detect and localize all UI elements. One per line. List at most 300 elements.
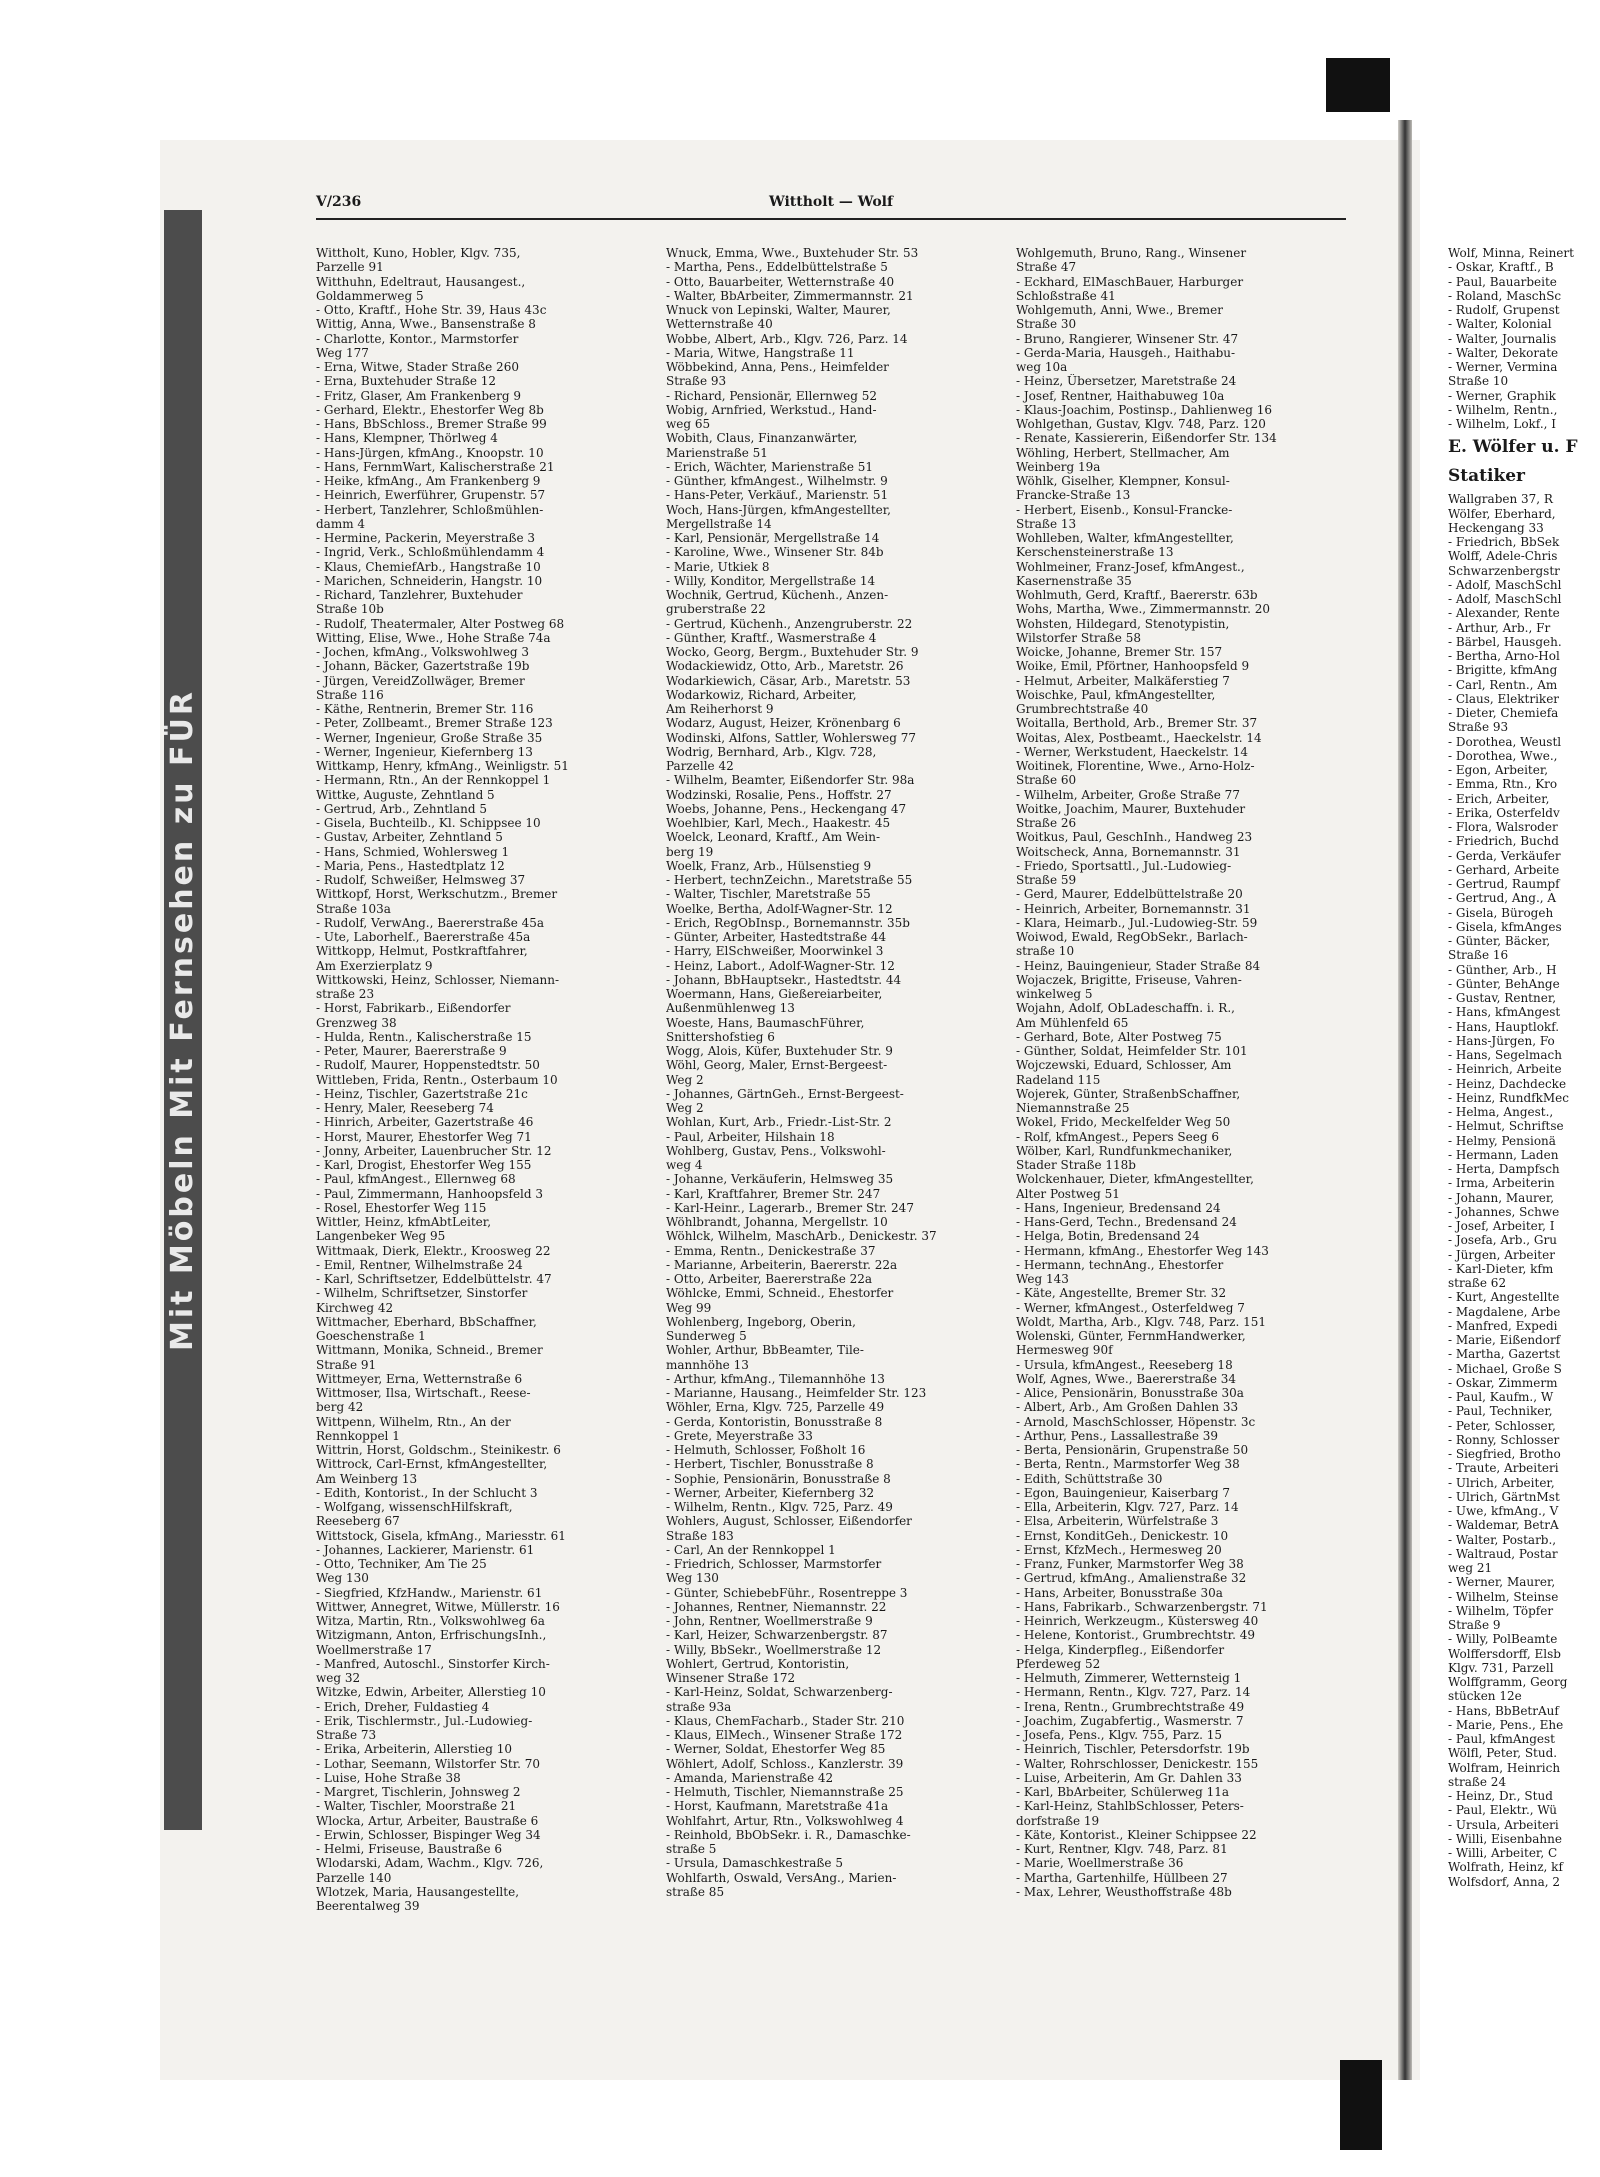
directory-entry: - Gertrud, Arb., Zehntland 5: [316, 801, 487, 816]
directory-entry: - Rudolf, Schweißer, Helmsweg 37: [316, 873, 526, 887]
directory-entry: - Käte, Kontorist., Kleiner Schippsee 22: [1016, 1827, 1257, 1842]
directory-entry: Weg 2: [666, 1072, 704, 1087]
directory-entry: - Friedo, Sportsattl., Jul.-Ludowieg-: [1016, 858, 1232, 873]
directory-entry: - Ute, Laborhelf., Baererstraße 45a: [316, 930, 531, 944]
directory-entry: - Werner, Arbeiter, Kiefernberg 32: [666, 1485, 875, 1500]
directory-entry: - Günter, SchiebebFühr., Rosentreppe 3: [666, 1585, 908, 1600]
directory-entry: Parzelle 42: [666, 759, 734, 773]
directory-entry: - Siegfried, Brotho: [1448, 1447, 1561, 1461]
column-4: [1448, 246, 1598, 1889]
directory-entry: - Marie, Utkiek 8: [666, 559, 770, 574]
directory-entry: Klgv. 731, Parzell: [1448, 1660, 1554, 1675]
directory-entry: - Gustav, Rentner,: [1448, 991, 1557, 1005]
directory-entry: weg 10a: [1016, 360, 1068, 374]
directory-entry: - Herta, Dampfsch: [1448, 1162, 1560, 1176]
directory-entry: - Hans, BbBetrAuf: [1448, 1703, 1559, 1718]
directory-entry: Weg 130: [316, 1571, 369, 1586]
directory-entry: - Oskar, Kraftf., B: [1448, 260, 1554, 275]
directory-entry: Wölber, Karl, Rundfunkmechaniker,: [1016, 1143, 1233, 1158]
directory-entry: - Heinrich, Arbeite: [1448, 1062, 1562, 1077]
directory-entry: - Peter, Maurer, Baererstraße 9: [316, 1044, 507, 1058]
directory-entry: - Otto, Bauarbeiter, Wetternstraße 40: [666, 274, 895, 289]
directory-entry: Hermesweg 90f: [1016, 1343, 1113, 1358]
directory-entry: Straße 91: [316, 1357, 377, 1372]
directory-entry: - Uwe, kfmAng., V: [1448, 1504, 1559, 1518]
directory-entry: Wolff, Adele-Chris: [1448, 549, 1558, 564]
directory-entry: Winsener Straße 172: [666, 1671, 796, 1685]
directory-entry: Snittershofstieg 6: [666, 1029, 775, 1044]
directory-entry: - Johann, BbHauptsekr., Hastedtstr. 44: [666, 972, 902, 987]
directory-entry: - Alexander, Rente: [1448, 606, 1560, 621]
directory-entry: - Ulrich, GärtnMst: [1448, 1489, 1560, 1504]
directory-entry: Straße 13: [1016, 516, 1077, 531]
directory-entry: Wohlgethan, Gustav, Klgv. 748, Parz. 120: [1016, 417, 1266, 431]
directory-entry: - Josef, Rentner, Haithabuweg 10a: [1016, 388, 1225, 403]
page-header: [316, 190, 1346, 220]
directory-entry: - Herbert, Tanzlehrer, Schloßmühlen-: [316, 502, 544, 517]
directory-entry: - Ella, Arbeiterin, Klgv. 727, Parz. 14: [1016, 1500, 1239, 1514]
directory-entry: Woelke, Bertha, Adolf-Wagner-Str. 12: [666, 901, 893, 916]
directory-entry: Wittmacher, Eberhard, BbSchaffner,: [316, 1314, 537, 1329]
directory-entry: - Hermann, Rtn., An der Rennkoppel 1: [316, 773, 551, 788]
directory-entry: - Siegfried, KfzHandw., Marienstr. 61: [316, 1585, 543, 1600]
directory-entry: Wolfsdorf, Anna, 2: [1448, 1874, 1561, 1889]
directory-entry: - Hans-Gerd, Techn., Bredensand 24: [1016, 1215, 1237, 1229]
directory-entry: Wogg, Alois, Küfer, Buxtehuder Str. 9: [666, 1044, 893, 1058]
directory-entry: - Helmut, Schriftse: [1448, 1119, 1564, 1134]
directory-entry: - Herbert, technZeichn., Maretstraße 55: [666, 873, 913, 887]
directory-entry: - Hans, Hauptlokf.: [1448, 1019, 1560, 1034]
directory-entry: - Arthur, Pens., Lassallestraße 39: [1016, 1428, 1219, 1443]
directory-entry: Wittig, Anna, Wwe., Bansenstraße 8: [316, 317, 536, 332]
directory-entry: - Erich, Arbeiter,: [1448, 791, 1550, 806]
directory-entry: - Renate, Kassiererin, Eißendorfer Str. 134: [1016, 431, 1277, 446]
directory-entry: Wohlleben, Walter, kfmAngestellter,: [1016, 531, 1234, 545]
directory-entry: Straße 93: [1448, 720, 1509, 735]
directory-entry: - Jochen, kfmAng., Volkswohlweg 3: [316, 645, 530, 659]
directory-entry: - Horst, Kaufmann, Maretstraße 41a: [666, 1799, 889, 1814]
directory-entry: - Gerda, Verkäufer: [1448, 848, 1561, 863]
directory-entry: - Bertha, Arno-Hol: [1448, 649, 1560, 663]
directory-entry: - Erna, Witwe, Stader Straße 260: [316, 360, 519, 374]
directory-entry: - Horst, Fabrikarb., Eißendorfer: [316, 1001, 511, 1016]
directory-entry: - Käte, Angestellte, Bremer Str. 32: [1016, 1286, 1227, 1301]
directory-entry: - Egon, Arbeiter,: [1448, 763, 1549, 777]
directory-entry: Wohlgemuth, Bruno, Rang., Winsener: [1016, 246, 1247, 260]
directory-entry: straße 10: [1016, 944, 1075, 959]
directory-entry: - Franz, Funker, Marmstorfer Weg 38: [1016, 1557, 1244, 1571]
directory-entry: - Heinz, Übersetzer, Maretstraße 24: [1016, 374, 1237, 389]
directory-entry: Wohlert, Gertrud, Kontoristin,: [666, 1656, 850, 1671]
directory-entry: Beerentalweg 39: [316, 1899, 420, 1913]
directory-entry: Woitalla, Berthold, Arb., Bremer Str. 37: [1016, 716, 1258, 731]
directory-entry: Marienstraße 51: [666, 445, 768, 460]
directory-entry: - Klaus-Joachim, Postinsp., Dahlienweg 16: [1016, 402, 1273, 417]
directory-entry: Wohs, Martha, Wwe., Zimmermannstr. 20: [1016, 602, 1270, 617]
directory-entry: - Maria, Pens., Hastedtplatz 12: [316, 858, 505, 873]
directory-entry: Wöhlbrandt, Johanna, Mergellstr. 10: [666, 1215, 888, 1229]
directory-entry: Straße 10: [1448, 374, 1509, 389]
directory-entry: - Arthur, kfmAng., Tilemannhöhe 13: [666, 1371, 885, 1386]
directory-entry: - Lothar, Seemann, Wilstorfer Str. 70: [316, 1756, 541, 1771]
book-gutter: [1398, 120, 1412, 2080]
directory-entry: Grenzweg 38: [316, 1015, 397, 1030]
directory-entry: - Kurt, Rentner, Klgv. 748, Parz. 81: [1016, 1842, 1228, 1856]
directory-entry: - Werner, Vermina: [1448, 360, 1558, 374]
directory-entry: Sunderweg 5: [666, 1329, 747, 1343]
directory-entry: Wlocka, Artur, Arbeiter, Baustraße 6: [316, 1813, 539, 1828]
directory-entry: - Heinz, Dr., Stud: [1448, 1789, 1553, 1803]
directory-entry: Wittkopf, Horst, Werkschutzm., Bremer: [316, 887, 558, 902]
directory-entry: straße 23: [316, 987, 375, 1001]
directory-entry: - Berta, Pensionärin, Grupenstraße 50: [1016, 1443, 1249, 1457]
directory-entry: - Edith, Kontorist., In der Schlucht 3: [316, 1485, 538, 1500]
directory-entry: - Paul, Bauarbeite: [1448, 274, 1557, 289]
directory-entry: Wodarkiewich, Cäsar, Arb., Maretstr. 53: [666, 673, 911, 688]
directory-entry: Wittleben, Frida, Rentn., Osterbaum 10: [316, 1072, 558, 1087]
directory-entry: - Charlotte, Kontor., Marmstorfer: [316, 331, 519, 346]
directory-entry: Alter Postweg 51: [1016, 1186, 1120, 1201]
directory-entry: Wlotzek, Maria, Hausangestellte,: [316, 1884, 520, 1899]
directory-entry: - Brigitte, kfmAng: [1448, 663, 1558, 678]
directory-entry: - Erich, Dreher, Fuldastieg 4: [316, 1699, 490, 1714]
directory-entry: - Jonny, Arbeiter, Lauenbrucher Str. 12: [316, 1143, 552, 1158]
directory-entry: Wodarz, August, Heizer, Krönenbarg 6: [666, 716, 901, 731]
directory-entry: - Werner, Ingenieur, Große Straße 35: [316, 730, 543, 745]
directory-entry: Wittrin, Horst, Goldschm., Steinikestr. 6: [316, 1443, 561, 1457]
directory-entry: - Arnold, MaschSchlosser, Höpenstr. 3c: [1016, 1414, 1256, 1429]
directory-entry: Wöhler, Erna, Klgv. 725, Parzelle 49: [666, 1400, 885, 1415]
directory-entry: Woebs, Johanne, Pens., Heckengang 47: [666, 801, 907, 816]
directory-entry: Wolf, Agnes, Wwe., Baererstraße 34: [1016, 1371, 1237, 1386]
directory-entry: - Manfred, Autoschl., Sinstorfer Kirch-: [316, 1656, 550, 1671]
directory-entry: Wojahn, Adolf, ObLadeschaffn. i. R.,: [1016, 1001, 1235, 1016]
directory-entry: Wittpenn, Wilhelm, Rtn., An der: [316, 1414, 511, 1429]
directory-entry: damm 4: [316, 516, 366, 531]
directory-entry: - Emma, Rtn., Kro: [1448, 777, 1558, 792]
directory-entry: - Ulrich, Arbeiter,: [1448, 1475, 1555, 1490]
directory-entry: E. Wölfer u. F: [1448, 437, 1578, 458]
directory-entry: Wilstorfer Straße 58: [1016, 630, 1141, 645]
directory-entry: Wochnik, Gertrud, Küchenh., Anzen-: [666, 588, 889, 602]
directory-entry: - Karl-Heinz, StahlbSchlosser, Peters-: [1016, 1799, 1244, 1814]
directory-entry: straße 24: [1448, 1774, 1507, 1789]
directory-entry: winkelweg 5: [1016, 987, 1093, 1001]
directory-entry: - Fritz, Glaser, Am Frankenberg 9: [316, 388, 521, 403]
directory-entry: Wöhlcke, Emmi, Schneid., Ehestorfer: [666, 1286, 894, 1301]
directory-entry: - Ernst, KfzMech., Hermesweg 20: [1016, 1542, 1222, 1557]
directory-entry: gruberstraße 22: [666, 602, 766, 617]
directory-entry: - Dorothea, Wwe.,: [1448, 748, 1558, 763]
directory-entry: - Rosel, Ehestorfer Weg 115: [316, 1200, 487, 1215]
directory-entry: dorfstraße 19: [1016, 1813, 1100, 1828]
directory-entry: - Johannes, Schwe: [1448, 1204, 1560, 1219]
directory-entry: - Jürgen, VereidZollwäger, Bremer: [316, 673, 525, 688]
directory-entry: - Arthur, Arb., Fr: [1448, 620, 1551, 635]
directory-entry: weg 4: [666, 1158, 703, 1172]
directory-entry: - Friedrich, Buchd: [1448, 834, 1559, 849]
directory-entry: - Heinz, Dachdecke: [1448, 1076, 1567, 1091]
directory-entry: - Günther, Arb., H: [1448, 962, 1557, 977]
directory-entry: - Martha, Pens., Eddelbüttelstraße 5: [666, 260, 888, 275]
directory-entry: Wodackiewidz, Otto, Arb., Maretstr. 26: [666, 659, 904, 674]
running-title: Wittholt — Wolf: [768, 194, 894, 210]
directory-entry: Mergellstraße 14: [666, 516, 772, 531]
directory-entry: Woch, Hans-Jürgen, kfmAngestellter,: [666, 502, 891, 517]
directory-entry: - Werner, kfmAngest., Osterfeldweg 7: [1016, 1300, 1245, 1315]
directory-entry: - Eckhard, ElMaschBauer, Harburger: [1016, 274, 1244, 289]
directory-entry: - Hans, kfmAngest: [1448, 1005, 1561, 1020]
directory-entry: - Ronny, Schlosser: [1448, 1432, 1560, 1447]
directory-entry: Wöhlk, Giselher, Klempner, Konsul-: [1016, 474, 1230, 488]
directory-entry: - Johannes, GärtnGeh., Ernst-Bergeest-: [666, 1086, 904, 1101]
advert-strip-text: Mit Möbeln Mit Fernsehen zu FÜR: [165, 689, 200, 1351]
directory-entry: Wobbe, Albert, Arb., Klgv. 726, Parz. 14: [666, 331, 908, 346]
directory-entry: - Adolf, MaschSchl: [1448, 577, 1562, 592]
directory-entry: Wolf, Minna, Reinert: [1448, 246, 1574, 260]
directory-entry: - Helmi, Friseuse, Baustraße 6: [316, 1842, 503, 1856]
directory-entry: Witzigmann, Anton, ErfrischungsInh.,: [316, 1628, 547, 1643]
directory-entry: - Marichen, Schneiderin, Hangstr. 10: [316, 573, 543, 588]
directory-entry: - Harry, ElSchweißer, Moorwinkel 3: [666, 944, 884, 959]
directory-entry: - Wilhelm, Arbeiter, Große Straße 77: [1016, 787, 1240, 802]
directory-entry: Wolffgramm, Georg: [1448, 1675, 1568, 1689]
directory-entry: Wittke, Auguste, Zehntland 5: [316, 787, 495, 802]
directory-entry: straße 62: [1448, 1276, 1507, 1290]
directory-entry: Wohlers, August, Schlosser, Eißendorfer: [666, 1514, 912, 1529]
directory-entry: - Willy, BbSekr., Woellmerstraße 12: [666, 1642, 882, 1657]
directory-entry: - Flora, Walsroder: [1448, 820, 1558, 834]
directory-entry: - Rudolf, VerwAng., Baererstraße 45a: [316, 915, 545, 930]
directory-entry: Wittmann, Monika, Schneid., Bremer: [316, 1343, 543, 1358]
directory-entry: Wohlan, Kurt, Arb., Friedr.-List-Str. 2: [666, 1115, 892, 1130]
directory-entry: Wojaczek, Brigitte, Friseuse, Vahren-: [1016, 972, 1242, 987]
directory-entry: Parzelle 140: [316, 1870, 392, 1885]
directory-entry: - Hans, Ingenieur, Bredensand 24: [1016, 1200, 1221, 1215]
directory-entry: Straße 59: [1016, 873, 1077, 887]
directory-entry: - Gertrud, Raumpf: [1448, 877, 1560, 891]
directory-entry: Niemannstraße 25: [1016, 1101, 1130, 1115]
directory-entry: Wohler, Arthur, BbBeamter, Tile-: [666, 1343, 864, 1358]
directory-entry: Wittrock, Carl-Ernst, kfmAngestellter,: [316, 1457, 548, 1472]
directory-entry: Parzelle 91: [316, 260, 384, 275]
directory-entry: - Erika, Arbeiterin, Allerstieg 10: [316, 1742, 513, 1757]
directory-entry: - Günter, Bäcker,: [1448, 934, 1551, 948]
directory-entry: - Rudolf, Maurer, Hoppenstedtstr. 50: [316, 1058, 540, 1073]
directory-entry: Wnuck von Lepinski, Walter, Maurer,: [666, 303, 891, 317]
directory-entry: - Karl, Heizer, Schwarzenbergstr. 87: [666, 1628, 888, 1643]
directory-entry: - Carl, An der Rennkoppel 1: [666, 1542, 836, 1557]
directory-entry: - Berta, Rentn., Marmstorfer Weg 38: [1016, 1457, 1240, 1472]
directory-entry: - Heinz, Labort., Adolf-Wagner-Str. 12: [666, 958, 895, 973]
directory-entry: - Reinhold, BbObSekr. i. R., Damaschke-: [666, 1827, 911, 1842]
directory-entry: Straße 60: [1016, 773, 1077, 788]
directory-entry: - Henry, Maler, Reeseberg 74: [316, 1101, 494, 1115]
directory-entry: Woeste, Hans, BaumaschFührer,: [666, 1015, 865, 1030]
directory-entry: - Johannes, Rentner, Niemannstr. 22: [666, 1599, 887, 1614]
directory-entry: Wittholt, Kuno, Hobler, Klgv. 735,: [316, 246, 521, 260]
directory-entry: Kerschensteinerstraße 13: [1016, 545, 1174, 560]
directory-entry: - Rudolf, Grupenst: [1448, 303, 1560, 317]
column-3: [1016, 246, 1336, 1899]
directory-entry: - Heinz, RundfkMec: [1448, 1090, 1569, 1105]
directory-entry: - Alice, Pensionärin, Bonusstraße 30a: [1016, 1386, 1244, 1400]
directory-entry: - Karl, BbArbeiter, Schülerweg 11a: [1016, 1785, 1230, 1799]
directory-entry: - Dieter, Chemiefa: [1448, 706, 1559, 720]
directory-entry: - Marie, Woellmerstraße 36: [1016, 1856, 1184, 1871]
directory-entry: - Gisela, Bürogeh: [1448, 905, 1554, 920]
directory-entry: - Günther, kfmAngest., Wilhelmstr. 9: [666, 474, 888, 488]
directory-entry: Schwarzenbergstr: [1448, 563, 1560, 578]
directory-entry: Wolckenhauer, Dieter, kfmAngestellter,: [1016, 1172, 1254, 1187]
directory-entry: Woelck, Leonard, Kraftf., Am Wein-: [666, 830, 881, 845]
directory-entry: Straße 9: [1448, 1618, 1501, 1632]
directory-entry: - Elsa, Arbeiterin, Würfelstraße 3: [1016, 1514, 1219, 1529]
directory-entry: weg 32: [316, 1671, 361, 1685]
directory-entry: - Margret, Tischlerin, Johnsweg 2: [316, 1785, 521, 1799]
directory-entry: - Heinrich, Arbeiter, Bornemannstr. 31: [1016, 901, 1251, 916]
directory-entry: - Herbert, Tischler, Bonusstraße 8: [666, 1457, 874, 1472]
directory-entry: - Oskar, Zimmerm: [1448, 1375, 1558, 1390]
directory-entry: - Gerhard, Elektr., Ehestorfer Weg 8b: [316, 402, 544, 417]
directory-entry: Straße 16: [1448, 948, 1509, 963]
directory-entry: Wöhlck, Wilhelm, MaschArb., Denickestr. 37: [666, 1229, 937, 1244]
directory-entry: - Walter, Dekorate: [1448, 345, 1559, 360]
directory-entry: - Heinz, Bauingenieur, Stader Straße 84: [1016, 958, 1261, 973]
directory-entry: - Helene, Kontorist., Grumbrechtstr. 49: [1016, 1628, 1255, 1643]
directory-entry: - Wilhelm, Töpfer: [1448, 1603, 1554, 1618]
directory-entry: - Werner, Maurer,: [1448, 1575, 1556, 1590]
directory-entry: - Hermann, technAng., Ehestorfer: [1016, 1257, 1224, 1272]
directory-entry: - Gertrud, kfmAng., Amalienstraße 32: [1016, 1571, 1247, 1586]
directory-entry: - Luise, Arbeiterin, Am Gr. Dahlen 33: [1016, 1770, 1242, 1785]
directory-entry: Wetternstraße 40: [666, 317, 773, 332]
directory-entry: - Erna, Buxtehuder Straße 12: [316, 374, 497, 389]
directory-entry: - Karoline, Wwe., Winsener Str. 84b: [666, 545, 884, 560]
directory-entry: - Werner, Graphik: [1448, 388, 1556, 403]
directory-entry: - Amanda, Marienstraße 42: [666, 1770, 834, 1785]
directory-entry: - Jürgen, Arbeiter: [1448, 1247, 1555, 1262]
directory-entry: Woelk, Franz, Arb., Hülsenstieg 9: [666, 858, 872, 873]
directory-entry: straße 5: [666, 1842, 717, 1856]
directory-entry: - Karl-Heinz, Soldat, Schwarzenberg-: [666, 1685, 893, 1700]
directory-entry: - Karl, Pensionär, Mergellstraße 14: [666, 531, 880, 545]
directory-entry: - Josefa, Arb., Gru: [1448, 1233, 1557, 1248]
directory-entry: - Johanne, Verkäuferin, Helmsweg 35: [666, 1172, 894, 1187]
directory-entry: - Magdalene, Arbe: [1448, 1304, 1561, 1319]
directory-entry: - Walter, Tischler, Maretstraße 55: [666, 887, 871, 902]
directory-entry: - Walter, Postarb.,: [1448, 1532, 1557, 1547]
directory-entry: - Wilhelm, Steinse: [1448, 1589, 1559, 1604]
directory-entry: - Traute, Arbeiteri: [1448, 1461, 1559, 1476]
directory-entry: - Friedrich, Schlosser, Marmstorfer: [666, 1557, 882, 1571]
directory-entry: Straße 10b: [316, 602, 384, 617]
directory-entry: - Willi, Arbeiter, C: [1448, 1846, 1558, 1860]
directory-entry: - Johannes, Lackierer, Marienstr. 61: [316, 1542, 535, 1557]
scan-dark-bottom: [1340, 2060, 1382, 2150]
directory-entry: - Paul, Kaufm., W: [1448, 1390, 1554, 1404]
directory-entry: Kasernenstraße 35: [1016, 573, 1132, 588]
directory-entry: Woitinek, Florentine, Wwe., Arno-Holz-: [1016, 759, 1255, 773]
directory-entry: - Erwin, Schlosser, Bispinger Weg 34: [316, 1827, 541, 1842]
directory-entry: - Horst, Maurer, Ehestorfer Weg 71: [316, 1129, 532, 1144]
directory-entry: Witza, Martin, Rtn., Volkswohlweg 6a: [316, 1614, 545, 1628]
directory-entry: Wittkopp, Helmut, Postkraftfahrer,: [316, 944, 528, 959]
directory-entry: - Hans, FernmWart, Kalischerstraße 21: [316, 459, 555, 474]
directory-entry: Reeseberg 67: [316, 1514, 400, 1529]
directory-entry: - Karl, Kraftfahrer, Bremer Str. 247: [666, 1186, 881, 1201]
directory-entry: Wittmeyer, Erna, Wetternstraße 6: [316, 1371, 523, 1386]
directory-entry: - Paul, Techniker,: [1448, 1404, 1553, 1419]
directory-entry: - Max, Lehrer, Weusthoffstraße 48b: [1016, 1884, 1232, 1899]
directory-entry: Wolffersdorff, Elsb: [1448, 1646, 1561, 1661]
directory-entry: - Otto, Techniker, Am Tie 25: [316, 1557, 487, 1571]
directory-entry: - Erik, Tischlermstr., Jul.-Ludowieg-: [316, 1713, 533, 1728]
directory-entry: Witzke, Edwin, Arbeiter, Allerstieg 10: [316, 1685, 546, 1700]
directory-entry: Wocko, Georg, Bergm., Buxtehuder Str. 9: [666, 645, 919, 659]
directory-entry: - Walter, Journalis: [1448, 331, 1557, 346]
directory-entry: Pferdeweg 52: [1016, 1656, 1101, 1671]
directory-entry: Wohlgemuth, Anni, Wwe., Bremer: [1016, 303, 1223, 317]
directory-entry: Grumbrechtstraße 40: [1016, 702, 1149, 716]
directory-entry: - Gertrud, Ang., A: [1448, 891, 1557, 906]
directory-entry: Straße 116: [316, 687, 384, 702]
column-1: [316, 246, 636, 1913]
directory-entry: - Bruno, Rangierer, Winsener Str. 47: [1016, 331, 1239, 346]
directory-entry: - Marianne, Arbeiterin, Baererstr. 22a: [666, 1257, 898, 1272]
directory-entry: - Helmy, Pensionä: [1448, 1133, 1556, 1148]
directory-entry: Straße 103a: [316, 901, 391, 916]
directory-entry: - Karl-Dieter, kfm: [1448, 1261, 1554, 1276]
directory-entry: - Käthe, Rentnerin, Bremer Str. 116: [316, 702, 534, 716]
directory-entry: - Hulda, Rentn., Kalischerstraße 15: [316, 1029, 532, 1044]
directory-entry: - Marie, Eißendorf: [1448, 1333, 1561, 1347]
directory-entry: - Erich, Wächter, Marienstraße 51: [666, 459, 874, 474]
directory-entry: Straße 73: [316, 1728, 377, 1742]
directory-entry: berg 42: [316, 1400, 364, 1415]
directory-entry: Wallgraben 37, R: [1448, 492, 1553, 507]
directory-entry: - Werner, Ingenieur, Kiefernberg 13: [316, 744, 533, 759]
directory-entry: Wohlenberg, Ingeborg, Oberin,: [666, 1314, 856, 1329]
directory-entry: - Gisela, Buchteilb., Kl. Schippsee 10: [316, 816, 541, 830]
directory-entry: Wohlfarth, Oswald, VersAng., Marien-: [666, 1870, 897, 1885]
directory-entry: - Peter, Zollbeamt., Bremer Straße 123: [316, 716, 553, 731]
directory-entry: - Karl, Drogist, Ehestorfer Weg 155: [316, 1158, 532, 1172]
directory-entry: - Erich, RegObInsp., Bornemannstr. 35b: [666, 915, 910, 930]
directory-entry: - Günther, Kraftf., Wasmerstraße 4: [666, 630, 877, 645]
directory-entry: - Ursula, kfmAngest., Reeseberg 18: [1016, 1357, 1233, 1372]
directory-entry: - Helmuth, Tischler, Niemannstraße 25: [666, 1785, 904, 1799]
directory-entry: Goeschenstraße 1: [316, 1329, 426, 1343]
directory-entry: Wohlmeiner, Franz-Josef, kfmAngest.,: [1016, 559, 1245, 574]
directory-entry: - Wilhelm, Rentn., Klgv. 725, Parz. 49: [666, 1500, 893, 1514]
directory-entry: - Marianne, Hausang., Heimfelder Str. 123: [666, 1386, 927, 1400]
directory-entry: Radeland 115: [1016, 1072, 1101, 1087]
directory-entry: - Martha, Gazertst: [1448, 1347, 1561, 1362]
directory-entry: - Hans, Segelmach: [1448, 1048, 1562, 1062]
directory-entry: - Grete, Meyerstraße 33: [666, 1428, 813, 1443]
directory-entry: Wobith, Claus, Finanzanwärter,: [666, 431, 858, 446]
directory-entry: Statiker: [1448, 466, 1526, 487]
directory-entry: - Helmuth, Schlosser, Foßholt 16: [666, 1443, 866, 1457]
directory-entry: - Herbert, Eisenb., Konsul-Francke-: [1016, 502, 1233, 517]
directory-entry: - Roland, MaschSc: [1448, 288, 1562, 303]
directory-entry: - Helmuth, Zimmerer, Wetternsteig 1: [1016, 1671, 1242, 1685]
directory-entry: - Paul, Zimmermann, Hanhoopsfeld 3: [316, 1186, 544, 1201]
directory-entry: - Karl-Heinr., Lagerarb., Bremer Str. 247: [666, 1200, 914, 1215]
directory-entry: Wittmaak, Dierk, Elektr., Kroosweg 22: [316, 1243, 551, 1258]
directory-entry: - Gerda-Maria, Hausgeh., Haithabu-: [1016, 345, 1236, 360]
